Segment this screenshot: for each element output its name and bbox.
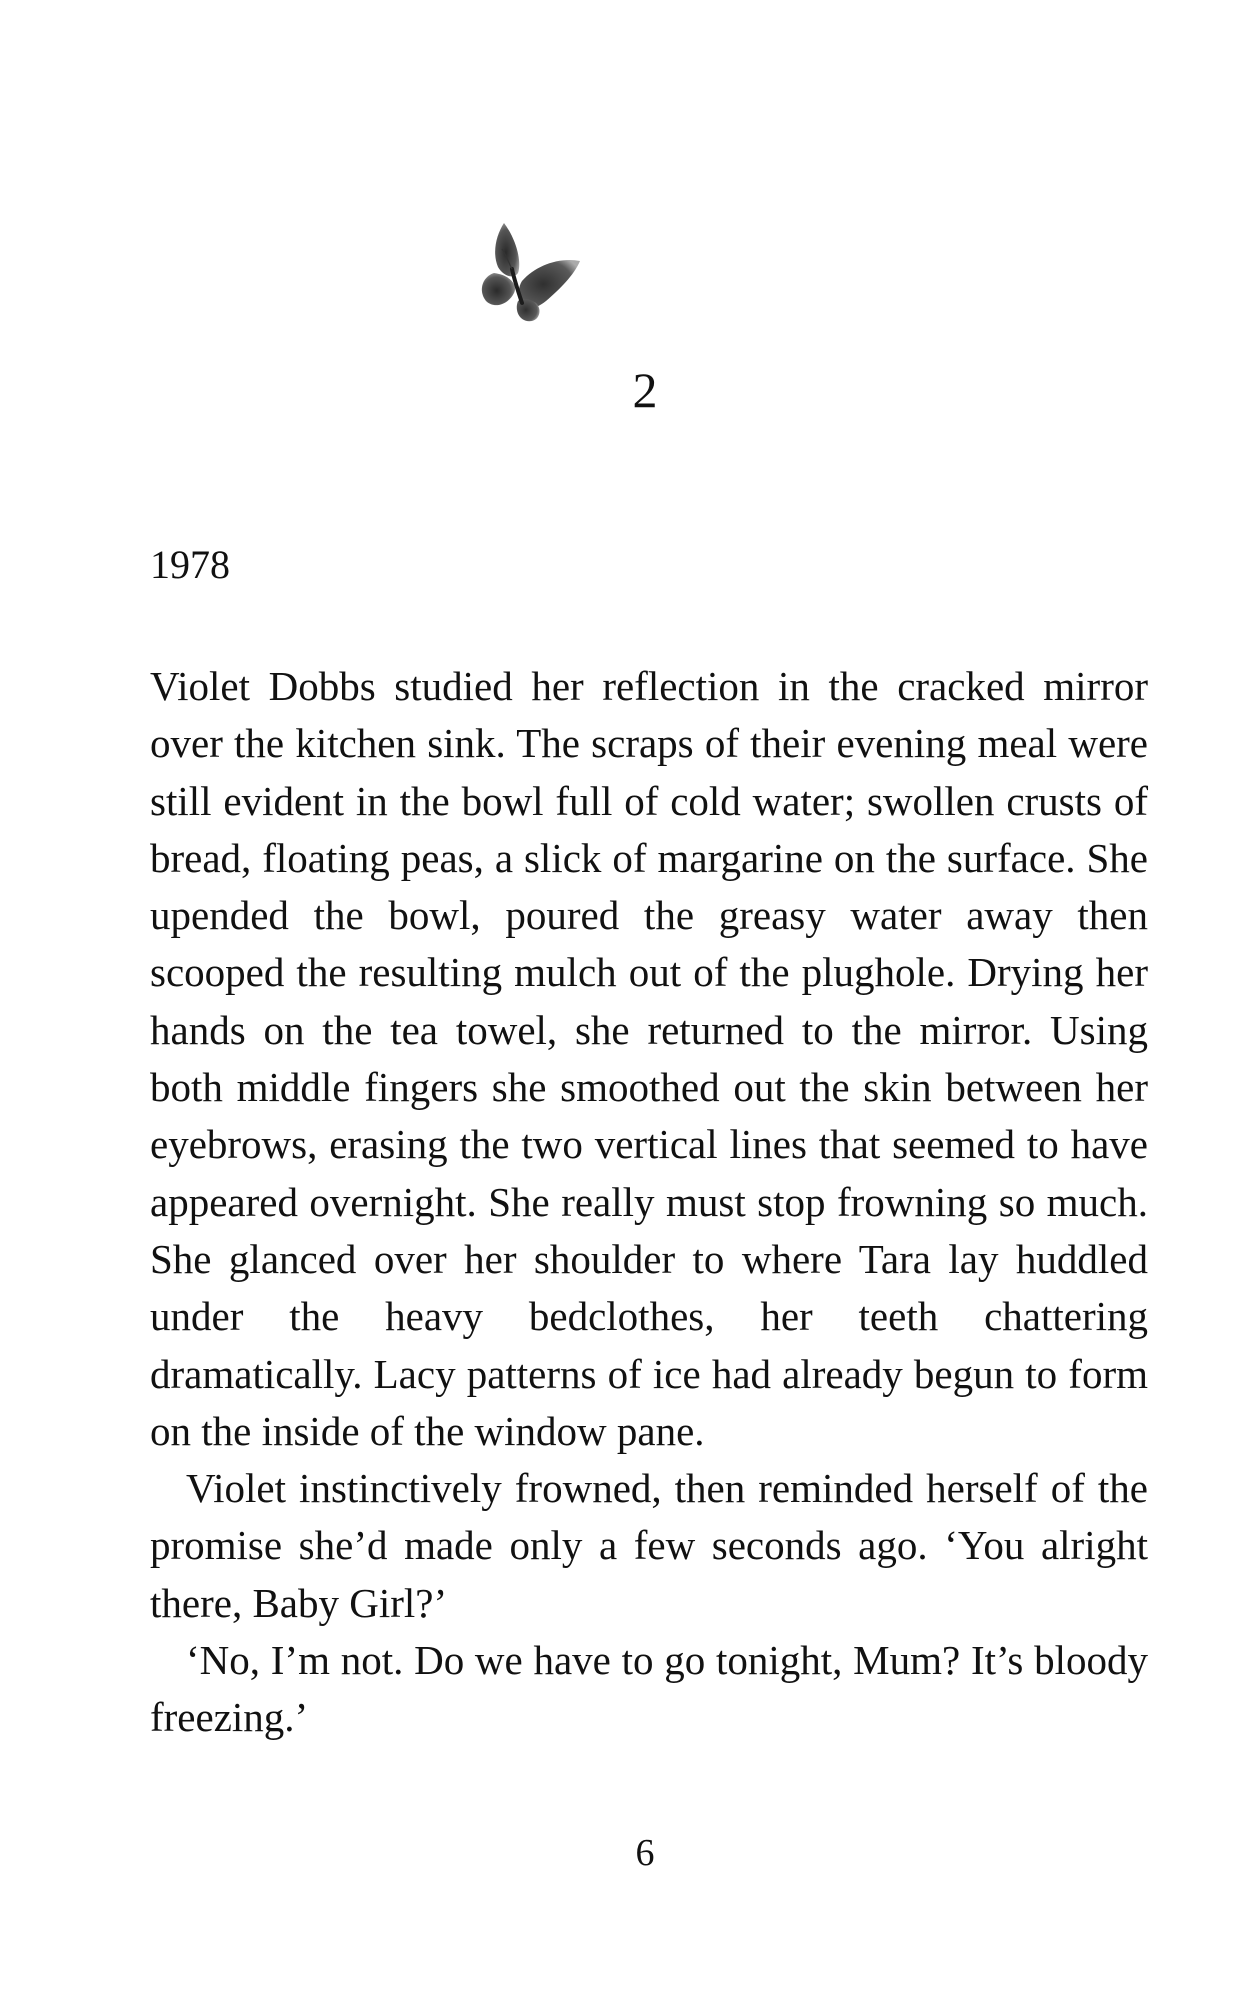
paragraph: Violet instinctively frowned, then reminded herself of the promise she’d made only a few seconds ago. ‘You alright there, Baby Girl?’	[150, 1465, 1148, 1626]
chapter-number: 2	[632, 362, 658, 418]
butterfly-icon	[452, 205, 602, 335]
page-number: 6	[635, 1832, 655, 1874]
paragraph: Violet Dobbs studied her reflection in the cracked mirror over the kitchen sink. The scraps of their evening meal were still evident in the bowl full of cold water; swollen crusts of bread, floating peas, a slick of margarine on the surface. She upended the bowl, poured the greasy water away then scooped the resulting mulch out of the plughole. Drying her hands on the tea towel, she returned to the mirror. Using both middle fingers she smoothed out the skin between her eyebrows, erasing the two vertical lines that seemed to have appeared overnight. She really must stop frowning so much. She glanced over her shoulder to where Tara lay huddled under the heavy bedclothes, her teeth chattering dramatically. Lacy patterns of ice had already begun to form on the inside of the window pane.	[150, 663, 1148, 1454]
chapter-year: 1978	[150, 542, 230, 587]
paragraph: ‘No, I’m not. Do we have to go tonight, Mum? It’s bloody freezing.’	[150, 1637, 1148, 1741]
body-text	[150, 658, 1148, 1747]
